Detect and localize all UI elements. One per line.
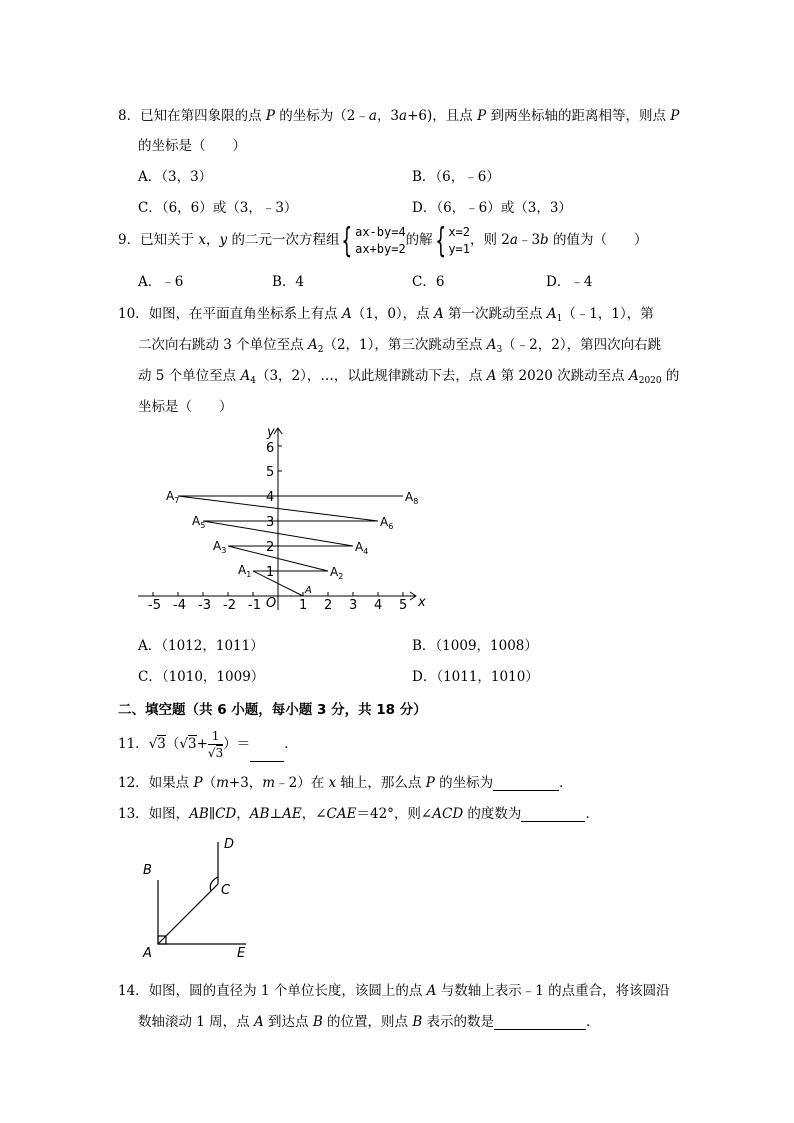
q9-option-b[interactable]: B．4	[272, 274, 305, 290]
angle-arc	[210, 877, 218, 891]
x-tick-label: 1	[299, 598, 308, 613]
section-title: 二、填空题（共 6 小题，每小题 3 分，共 18 分）	[118, 702, 427, 718]
question-number: 9．	[118, 232, 141, 248]
point-a6-label: $A_6$	[380, 515, 394, 531]
y-axis-label: y	[267, 425, 275, 440]
text: 轴上，那么点	[336, 775, 426, 791]
answer-blank[interactable]	[494, 1017, 586, 1030]
text: 如果点	[148, 775, 194, 791]
text: +6)，且点	[407, 108, 478, 124]
q10-option-d[interactable]: D．（1011，1010）	[412, 669, 539, 685]
var: A	[426, 983, 437, 999]
point-a5-label: $A_5$	[192, 514, 206, 530]
q10-option-b[interactable]: B．（1009，1008）	[412, 638, 538, 654]
subscript: 2020	[638, 376, 662, 386]
point-a7-label: $A_7$	[166, 489, 180, 505]
question-number: 11．	[118, 736, 149, 752]
text: （1，0），点	[351, 306, 434, 322]
equation-system	[355, 224, 406, 258]
radicand: 3	[215, 746, 224, 760]
label-d: D	[224, 837, 235, 852]
text: 的解	[405, 232, 433, 248]
x-tick-label: -3	[198, 598, 211, 613]
text: 的度数为	[463, 806, 522, 822]
text: （﹣2，2），第四次向右跳	[502, 337, 662, 353]
equation-1: ax-by=4	[355, 224, 406, 239]
text: ．	[586, 1014, 600, 1030]
point-a8-label: $A_8$	[405, 490, 419, 506]
text: 二次向右跳动 3 个单位至点	[138, 337, 308, 353]
text: 的位置，则点	[322, 1014, 413, 1030]
text: 的	[661, 368, 680, 384]
x-tick-label: 2	[324, 598, 333, 613]
var: y	[219, 232, 228, 248]
q10-line3	[138, 364, 679, 386]
text: ，	[206, 232, 220, 248]
q11	[118, 726, 298, 762]
denominator	[208, 745, 223, 761]
x-tick-label: -5	[148, 598, 161, 613]
text: ．	[284, 736, 298, 752]
text: 数轴滚动 1 周，点	[138, 1014, 254, 1030]
question-number: 12．	[118, 775, 149, 791]
text: （	[165, 736, 180, 752]
var: A	[546, 306, 557, 322]
var: A	[253, 1014, 264, 1030]
point-a-label: A	[305, 585, 312, 596]
text: 的值为（ ）	[548, 232, 648, 248]
q10-line2	[138, 333, 661, 355]
subscript: 2	[317, 345, 324, 355]
q8-option-b[interactable]: B．（6，﹣6）	[412, 169, 500, 185]
text: （3，2），…，以此规律跳动下去，点	[255, 368, 487, 384]
var: x	[328, 775, 337, 791]
subscript: 3	[496, 345, 503, 355]
var: a	[509, 232, 518, 248]
y-tick-label: 3	[266, 515, 275, 530]
q8-line2: 的坐标是（ ）	[138, 138, 246, 154]
brace-icon: {	[435, 220, 446, 261]
x-tick-label: 3	[349, 598, 358, 613]
question-number: 13．	[118, 806, 149, 822]
q10-option-a[interactable]: A．（1012，1011）	[138, 638, 264, 654]
label-a: A	[143, 946, 152, 961]
point-a3-label: $A_3$	[213, 539, 227, 555]
var: x	[198, 232, 207, 248]
var: A	[307, 337, 318, 353]
question-number: 10．	[118, 306, 149, 322]
var: P	[670, 108, 680, 124]
point-a2-label: $A_2$	[330, 565, 344, 581]
text: 与数轴上表示﹣1 的点重合，将该圆沿	[436, 983, 670, 999]
text: 动 5 个单位至点	[138, 368, 241, 384]
radicand: 3	[157, 736, 166, 752]
x-tick-label: 5	[399, 598, 408, 613]
text: ﹣2）在	[275, 775, 329, 791]
sqrt-icon: √	[207, 746, 216, 760]
q14-line2	[138, 1010, 600, 1030]
x-axis-label: x	[418, 595, 426, 610]
x-tick-label: -1	[248, 598, 261, 613]
solution-2: y=1	[448, 241, 470, 256]
q8-option-a[interactable]: A．（3，3）	[138, 169, 213, 185]
text: ﹣3	[517, 232, 541, 248]
numerator: 1	[208, 728, 223, 745]
text: 如图，圆的直径为 1 个单位长度，该圆上的点	[148, 983, 427, 999]
sqrt-icon: √	[148, 736, 158, 752]
var: m	[262, 775, 276, 791]
q10-coordinate-graph	[130, 420, 440, 620]
fraction	[208, 728, 223, 761]
answer-blank[interactable]	[250, 749, 284, 762]
q10-option-c[interactable]: C．（1010，1009）	[138, 669, 265, 685]
text: 到两坐标轴的距离相等，则点	[486, 108, 671, 124]
text: （	[202, 775, 217, 791]
text: ，	[236, 806, 250, 822]
var: P	[425, 775, 435, 791]
q10-line4: 坐标是（ ）	[138, 399, 233, 415]
x-tick-label: -2	[223, 598, 236, 613]
question-number: 8．	[118, 108, 141, 124]
question-number: 14．	[118, 983, 149, 999]
var: A	[240, 368, 251, 384]
text: （﹣1，1），第	[562, 306, 654, 322]
text: ，则 2	[470, 232, 510, 248]
text: +	[196, 736, 208, 752]
x-tick-label: -4	[173, 598, 186, 613]
var: B	[312, 1014, 323, 1030]
var: AB⊥AE	[249, 806, 302, 822]
text: 的坐标为	[434, 775, 494, 791]
var: AB∥CD	[189, 806, 237, 822]
label-e: E	[237, 946, 246, 961]
q8-option-c[interactable]: C．（6，6）或（3，﹣3）	[138, 200, 298, 216]
q13	[118, 802, 599, 822]
var: P	[193, 775, 203, 791]
equation-2: ax+by=2	[355, 241, 406, 256]
text: ＝42°，则∠	[356, 806, 433, 822]
q14-line1	[118, 979, 670, 999]
text: ．	[585, 806, 599, 822]
y-tick-label: 4	[266, 490, 275, 505]
q9-option-c[interactable]: C．6	[412, 274, 445, 290]
text: 第一次跳动至点	[443, 306, 547, 322]
text: （2，1），第三次跳动至点	[323, 337, 487, 353]
var: a	[399, 108, 408, 124]
y-tick-label: 2	[266, 540, 275, 555]
text: 表示的数是	[422, 1014, 495, 1030]
q12	[118, 771, 573, 791]
var: b	[540, 232, 549, 248]
text: +3，	[228, 775, 263, 791]
q8-option-d[interactable]: D．（6，﹣6）或（3，3）	[412, 200, 572, 216]
var: A	[628, 368, 639, 384]
text: ．	[559, 775, 573, 791]
var: A	[433, 306, 444, 322]
origin-label: O	[266, 596, 277, 611]
text: 到达点	[263, 1014, 313, 1030]
text: 的坐标为（2﹣	[274, 108, 369, 124]
solution-system	[448, 224, 470, 258]
answer-blank[interactable]	[521, 809, 585, 822]
y-tick-label: 5	[266, 465, 275, 480]
var: B	[412, 1014, 423, 1030]
var: a	[368, 108, 377, 124]
subscript: 1	[556, 314, 563, 324]
point-a4-label: $A_4$	[355, 540, 369, 556]
text: ，∠	[301, 806, 327, 822]
x-tick-label: 4	[374, 598, 383, 613]
text: ＝	[236, 736, 251, 752]
text: 的二元一次方程组	[227, 232, 340, 248]
var: A	[486, 368, 497, 384]
var: A	[486, 337, 497, 353]
y-tick-label: 6	[266, 441, 275, 456]
q8-line1	[118, 104, 679, 124]
q9-line1	[118, 220, 648, 260]
sqrt-icon: √	[179, 736, 188, 752]
point-a1-label: $A_1$	[238, 563, 252, 579]
text: 如图，	[148, 806, 190, 822]
var: P	[265, 108, 275, 124]
text: 如图，在平面直角坐标系上有点	[148, 306, 342, 322]
q9-option-a[interactable]: A．﹣6	[138, 274, 184, 290]
text: ）	[223, 736, 237, 752]
answer-blank[interactable]	[493, 778, 559, 791]
var: P	[477, 108, 487, 124]
jump-path	[178, 496, 403, 596]
q9-option-d[interactable]: D．﹣4	[546, 274, 593, 290]
segment-ac	[158, 884, 218, 944]
label-c: C	[221, 883, 231, 898]
text: 已知在第四象限的点	[140, 108, 266, 124]
label-b: B	[143, 863, 152, 878]
y-tick-label: 1	[266, 565, 275, 580]
q10-line1	[118, 302, 654, 324]
brace-icon: {	[341, 220, 353, 261]
var: ACD	[432, 806, 464, 822]
var: m	[216, 775, 229, 791]
q13-figure	[138, 832, 258, 964]
text: 第 2020 次跳动至点	[496, 368, 629, 384]
radicand: 3	[188, 736, 197, 752]
text: ，3	[376, 108, 400, 124]
var: CAE	[326, 806, 357, 822]
solution-1: x=2	[448, 224, 470, 239]
text: 已知关于	[140, 232, 199, 248]
subscript: 4	[250, 376, 256, 386]
var: A	[341, 306, 352, 322]
